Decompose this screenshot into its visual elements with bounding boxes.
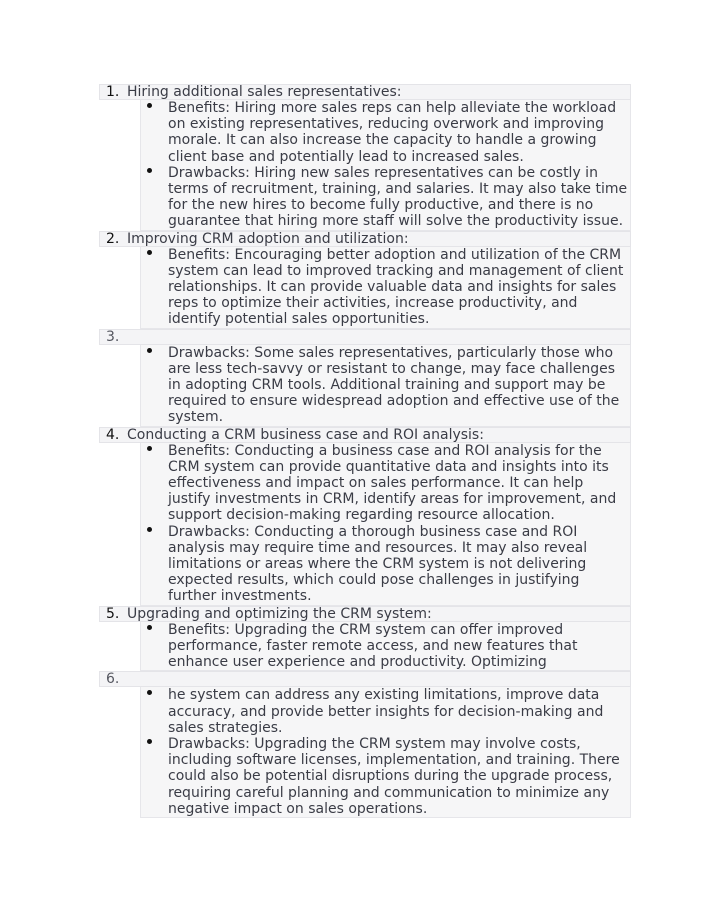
sub-list (140, 100, 631, 231)
bullet-item (141, 687, 630, 736)
document-body (99, 84, 631, 818)
bullet-text: Benefits: Upgrading the CRM system can offer improved performance, faster remote access, and new features that enhance user experience and productivity. Optimizing (168, 621, 578, 671)
bullet-text: Benefits: Hiring more sales reps can help alleviate the workload on existing representatives, reducing overwork and improving morale. It can also increase the capacity to handle a growing client base and potentially lead to increased sales. (168, 100, 617, 165)
bullet-text: Drawbacks: Some sales representatives, particularly those who are less tech-savvy or resistant to change, may face challenges in adopting CRM tools. Additional training and support may be required to ensure widespread adoption and effective use of the system. (168, 344, 620, 426)
item-number: 1. (106, 84, 120, 100)
item-title: Hiring additional sales representatives: (127, 84, 402, 100)
item-number: 4. (106, 426, 120, 443)
sub-list (140, 687, 631, 818)
item-number: 5. (106, 605, 120, 622)
bullet-item (141, 100, 630, 165)
bullet-item (141, 247, 630, 328)
item-title: Upgrading and optimizing the CRM system: (127, 605, 432, 622)
list-item (99, 84, 631, 100)
sub-list (140, 247, 631, 329)
list-item (99, 671, 631, 687)
list-item (99, 606, 631, 622)
list-item (99, 329, 631, 345)
sub-list (140, 345, 631, 427)
sub-list (140, 443, 631, 606)
bullet-item (141, 165, 630, 230)
bullet-item (141, 345, 630, 426)
bullet-text: Benefits: Conducting a business case and ROI analysis for the CRM system can provide quantitative data and insights into its effectiveness and impact on sales performance. It can help justify investments in CRM, identify areas for improvement, and support decision-making regarding resource allocation. (168, 442, 617, 524)
bullet-text: Drawbacks: Upgrading the CRM system may involve costs, including software licenses, implementation, and training. There could also be potential disruptions during the upgrade process, requiring careful planning and communication to minimize any negative impact on sales operations. (168, 735, 620, 817)
sub-list (140, 622, 631, 672)
bullet-text: he system can address any existing limitations, improve data accuracy, and provide better insights for decision-making and sales strategies. (168, 687, 604, 736)
list-item (99, 427, 631, 443)
bullet-text: Drawbacks: Hiring new sales representatives can be costly in terms of recruitment, training, and salaries. It may also take time for the new hires to become fully productive, and there is no guarantee that hiring more staff will solve the productivity issue. (168, 164, 628, 230)
bullet-item (141, 622, 630, 671)
item-title: Improving CRM adoption and utilization: (127, 230, 409, 247)
bullet-text: Benefits: Encouraging better adoption and utilization of the CRM system can lead to improved tracking and management of client relationships. It can provide valuable data and insights for sales reps to optimize their activities, increase productivity, and identify potential sales opportunities. (168, 246, 624, 328)
bullet-item (141, 736, 630, 817)
list-item (99, 231, 631, 247)
item-number: 2. (106, 230, 120, 247)
item-title: Conducting a CRM business case and ROI analysis: (127, 426, 484, 443)
item-number: 6. (106, 671, 120, 688)
bullet-item (141, 443, 630, 524)
bullet-text: Drawbacks: Conducting a thorough business case and ROI analysis may require time and resources. It may also reveal limitations or areas where the CRM system is not delivering expected results, which could pose challenges in justifying further investments. (168, 523, 588, 605)
item-number: 3. (106, 328, 120, 345)
bullet-item (141, 524, 630, 605)
